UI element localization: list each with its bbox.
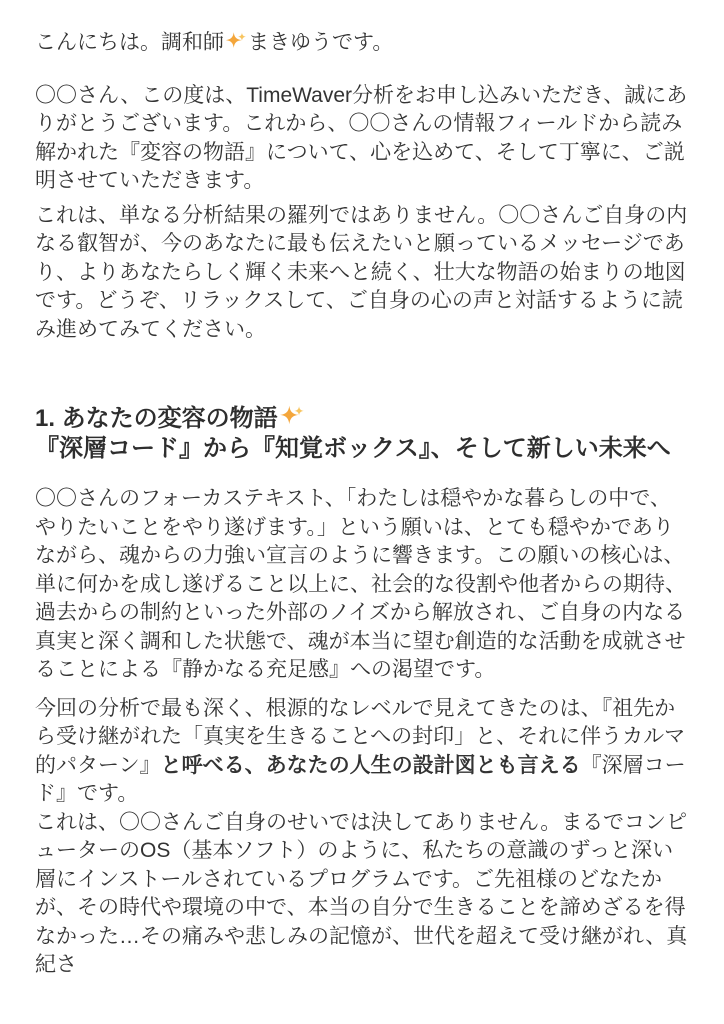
section1-heading-line2: 『深層コード』から『知覚ボックス』、そして新しい未来へ [35, 435, 671, 462]
deep-code-regular-1: 今回の分析で最も深く、根源的なレベルで見えてきたのは、『祖先から受け継がれた「真実を生きることへの封印」と、それに伴うカルマ的パターン』 [35, 696, 686, 777]
deep-code-sentence [35, 695, 690, 809]
section1-heading [35, 403, 690, 464]
section1-paragraph-1: 〇〇さんのフォーカステキスト、「わたしは穏やかな暮らしの中で、やりたいことをやり遂げます。」という願いは、とても穏やかでありながら、魂からの力強い宣言のように響きます。この願いの核心は、単に何かを成し遂げること以上に、社会的な役割や他者からの期待、過去からの制約といった外部のノイズから解放され、ご自身の内なる真実と深く調和した状態で、魂が本当に望む創造的な活動を成就させることによる『静かなる充足感』への渇望です。 [35, 487, 686, 681]
intro-paragraph-1: 〇〇さん、この度は、TimeWaver分析をお申し込みいただき、誠にありがとうございます。これから、〇〇さんの情報フィールドから読み解かれた『変容の物語』について、心を込めて、そして丁寧に、ご説明させていただきます。 [35, 83, 688, 192]
sparkles-icon [279, 403, 305, 429]
greeting-line [35, 29, 690, 58]
intro-paragraph-2: これは、単なる分析結果の羅列ではありません。〇〇さんご自身の内なる叡智が、今のあなたに最も伝えたいと願っているメッセージであり、よりあなたらしく輝く未来へと続く、壮大な物語の始まりの地図です。どうぞ、リラックスして、ご自身の心の声と対話するように読み進めてみてください。 [35, 203, 688, 341]
greeting-text-after: まきゆうです。 [248, 31, 394, 54]
intro-section [35, 82, 690, 345]
section1-heading-line1 [35, 403, 690, 434]
deep-code-regular-2: 『深層コード』です。 [35, 753, 686, 805]
section1-heading-line1-text: 1. あなたの変容の物語 [35, 405, 278, 432]
section1-paragraph-3: これは、〇〇さんご自身のせいでは決してありません。まるでコンピューターのOS（基本ソフト）のように、私たちの意識のずっと深い層にインストールされているプログラムです。ご先祖様のどなたかが、その時代や環境の中で、本当の自分で生きることを諦めざるを得なかった…その痛みや悲しみの記憶が、世代を超えて受け継がれ、真紀さ [35, 810, 688, 976]
section1-paragraph-2-block [35, 695, 690, 980]
sparkles-icon [225, 30, 247, 52]
greeting-text-before: こんにちは。調和師 [35, 31, 224, 54]
deep-code-bold: と呼べる、あなたの人生の設計図とも言える [160, 753, 581, 777]
